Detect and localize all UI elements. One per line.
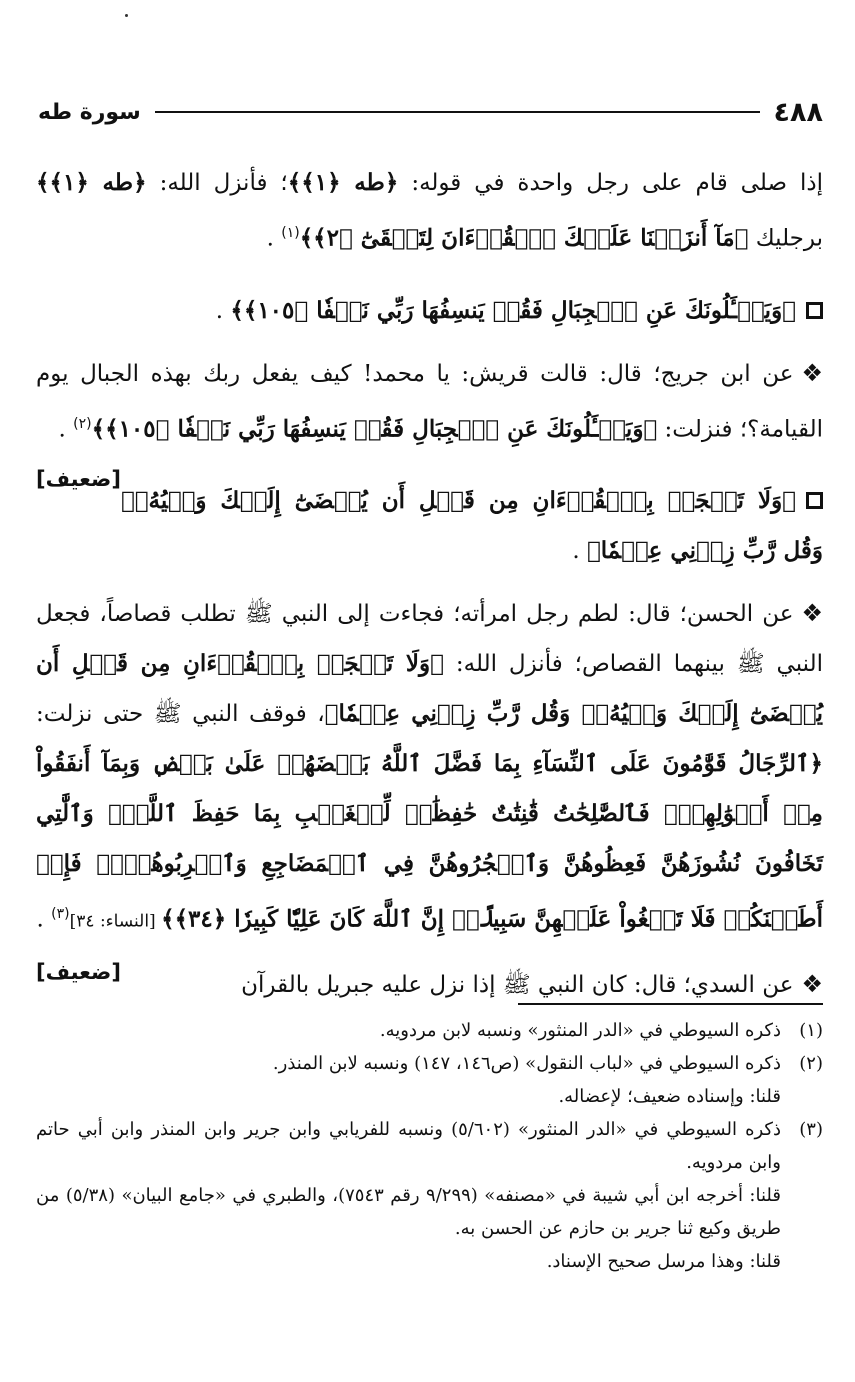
text: عن ابن جريج؛ قال: قالت قريش: يا محمد! كيف يفعل ربك بهذه الجبال يوم القيامة؟؛ فنزلت: (36, 360, 823, 443)
grade-label: [ضعيف] (36, 467, 121, 492)
quran-verse: ﴿طه ﴿١﴾﴾ (287, 169, 399, 196)
text: . (36, 906, 44, 933)
square-bullet-icon (806, 302, 823, 319)
verse-heading-114 (36, 476, 823, 576)
quran-verse: ﴿وَيَسۡـَٔلُونَكَ عَنِ ٱلۡجِبَالِ فَقُلۡ يَنسِفُهَا رَبِّي نَسۡفٗا ﴿١٠٥﴾﴾ (230, 296, 796, 324)
footnote-line: ذكره السيوطي في «الدر المنثور» ونسبه لابن مردويه. (379, 1020, 781, 1041)
text: عن السدي؛ قال: كان النبي ﷺ إذا نزل عليه جبريل بالقرآن (241, 971, 794, 998)
main-text (36, 158, 823, 1010)
footnote-ref: (١) (281, 225, 300, 241)
diamond-bullet-icon: ❖ (801, 969, 823, 998)
diamond-bullet-icon: ❖ (801, 358, 823, 387)
text: برجليك (748, 225, 823, 252)
quran-verse: ﴿طه ﴿١﴾﴾ (36, 169, 147, 196)
footnote-ref: (٢) (73, 415, 92, 432)
text: ؛ فأنزل الله: (146, 170, 288, 196)
quran-verse: ﴿وَلَا تَعۡجَلۡ بِٱلۡقُرۡءَانِ مِن قَبۡلِ أَن يُقۡضَىٰٓ إِلَيۡكَ وَحۡيُهُۥۖ وَقُل رَّبِّ زِدۡنِي عِلۡمٗا﴾ (120, 487, 823, 565)
text: . (572, 538, 580, 565)
paragraph-1 (36, 158, 823, 264)
text: . (266, 225, 274, 252)
diamond-bullet-icon: ❖ (801, 599, 823, 628)
text: . (58, 416, 66, 443)
header-rule (155, 111, 760, 113)
footnote-number: (٢) (799, 1053, 823, 1074)
text: عن الحسن؛ قال: لطم رجل امرأته؛ فجاءت إلى النبي ﷺ تطلب قصاصاً، فجعل النبي ﷺ بينهما القصاص؛ فأنزل الله: (36, 601, 823, 678)
square-bullet-icon (806, 492, 823, 509)
quran-verse: ﴿ٱلرِّجَالُ قَوَّٰمُونَ عَلَى ٱلنِّسَآءِ بِمَا فَضَّلَ ٱللَّهُ بَعۡضَهُمۡ عَلَىٰ بَعۡضٖ وَبِمَآ أَنفَقُواْ مِنۡ أَمۡوَٰلِهِمۡۚ فَٱلصَّٰلِحَٰتُ قَٰنِتَٰتٌ حَٰفِظَٰتٞ لِّلۡغَيۡبِ بِمَا حَفِظَ ٱللَّهُۚ وَٱلَّٰتِي تَخَافُونَ نُشُوزَهُنَّ فَعِظُوهُنَّ وَٱهۡجُرُوهُنَّ فِي ٱلۡمَضَاجِعِ وَٱضۡرِبُوهُنَّۖ فَإِنۡ أَطَعۡنَكُمۡ فَلَا تَبۡغُواْ عَلَيۡهِنَّ سَبِيلًاۗ إِنَّ ٱللَّهَ كَانَ عَلِيّٗا كَبِيرٗا ﴿٣٤﴾﴾ (36, 750, 823, 933)
footnotes (36, 1014, 823, 1278)
footnote-separator (518, 1003, 823, 1005)
surah-title: سورة طه (38, 99, 141, 125)
footnote-line: قلنا: وهذا مرسل صحيح الإسناد. (546, 1251, 781, 1272)
footnote-number: (٣) (799, 1119, 823, 1140)
footnote-2 (36, 1047, 823, 1113)
page-number: ٤٨٨ (773, 96, 823, 128)
footnote-1 (36, 1014, 823, 1047)
page-header (38, 92, 823, 132)
text: . (215, 297, 224, 324)
quran-verse: ﴿مَآ أَنزَلۡنَا عَلَيۡكَ ٱلۡقُرۡءَانَ لِتَشۡقَىٰٓ ﴿٢﴾﴾ (299, 224, 749, 252)
text: ، فوقف النبي ﷺ حتى نزلت: (36, 701, 325, 728)
footnote-line: ذكره السيوطي في «لباب النقول» (ص١٤٦، ١٤٧) ونسبه لابن المنذر. (272, 1053, 781, 1074)
footnote-number: (١) (799, 1020, 823, 1041)
footnote-3 (36, 1113, 823, 1278)
verse-reference: [النساء: ٣٤] (69, 911, 162, 932)
text: إذا صلى قام على رجل واحدة في قوله: (398, 170, 823, 196)
quran-verse: ﴿وَلَا تَعۡجَلۡ بِٱلۡقُرۡءَانِ مِن قَبۡلِ أَن يُقۡضَىٰٓ إِلَيۡكَ وَحۡيُهُۥۖ وَقُل رَّبِّ زِدۡنِي عِلۡمٗا﴾ (36, 650, 823, 728)
paragraph-3 (36, 588, 823, 984)
footnote-line: ذكره السيوطي في «الدر المنثور» (٥/٦٠٢) ونسبه للفريابي وابن جرير وابن المنذر وابن أبي حاتم وابن مردويه. (36, 1119, 782, 1173)
paragraph-2 (36, 348, 823, 492)
grade-label: [ضعيف] (36, 959, 121, 984)
footnote-ref: (٣) (51, 906, 70, 923)
footnote-line: قلنا: وإسناده ضعيف؛ لإعضاله. (558, 1086, 781, 1107)
footnote-line: قلنا: أخرجه ابن أبي شيبة في «مصنفه» (٩/٢٩٩ رقم ٧٥٤٣)، والطبري في «جامع البيان» (٥/٣٨) من طريق وكيع ثنا جرير بن حازم عن الحسن به. (36, 1185, 781, 1239)
verse-heading-105 (36, 286, 823, 336)
print-speck (125, 14, 128, 17)
quran-verse: ﴿وَيَسۡـَٔلُونَكَ عَنِ ٱلۡجِبَالِ فَقُلۡ يَنسِفُهَا رَبِّي نَسۡفٗا ﴿١٠٥﴾﴾ (91, 415, 658, 443)
